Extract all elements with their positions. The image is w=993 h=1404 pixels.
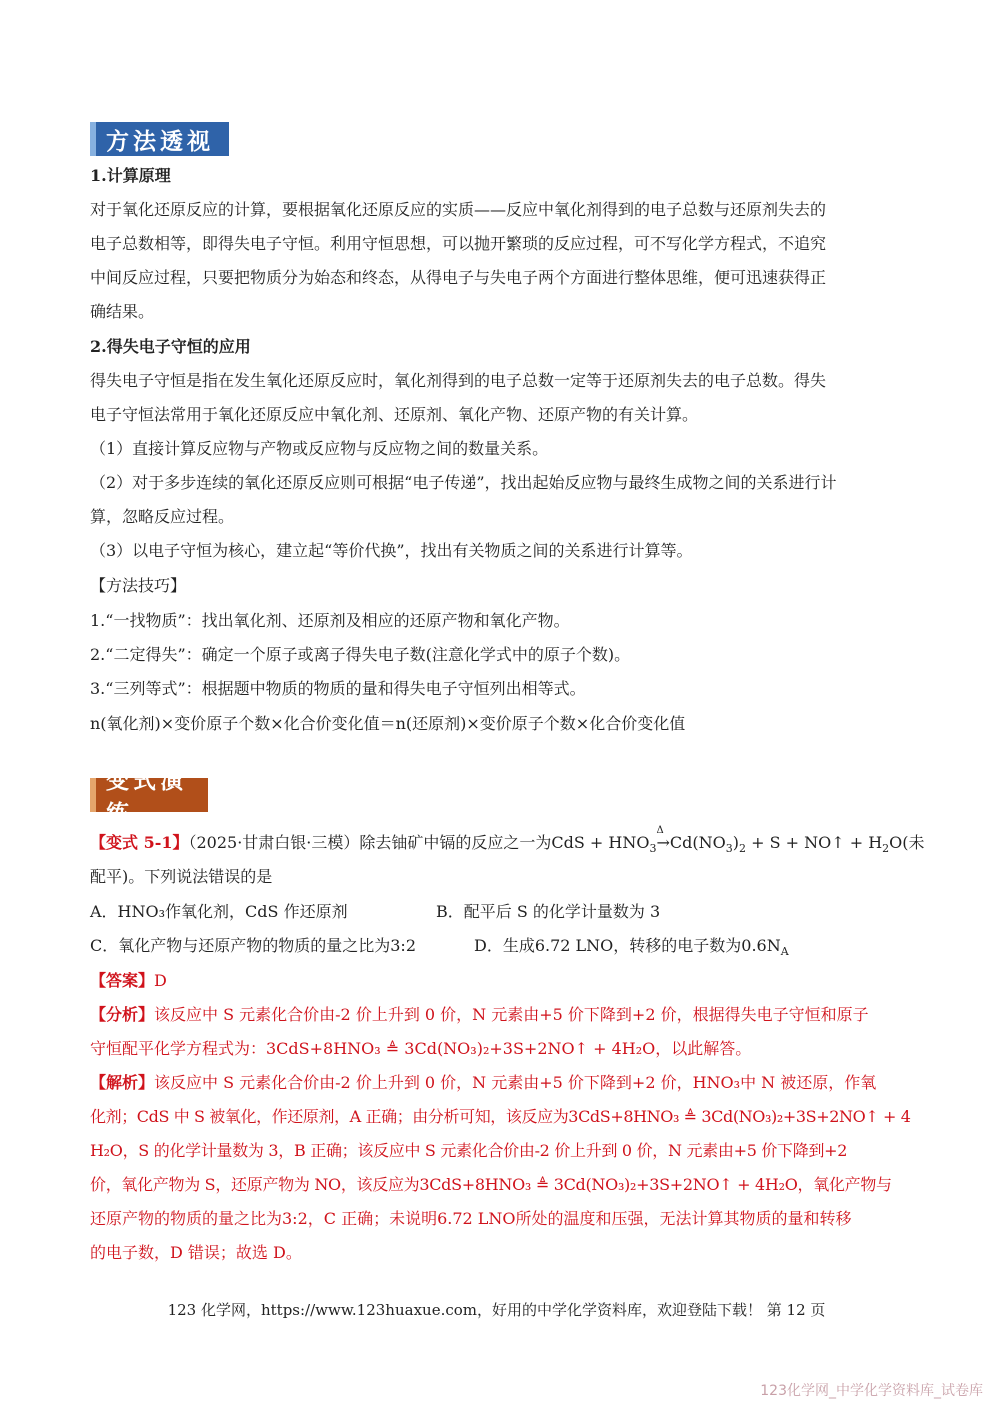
tip-item: 3.“三列等式”：根据题中物质的物质的量和得失电子守恒列出相等式。 <box>90 679 586 698</box>
delta-symbol: Δ <box>656 825 664 836</box>
explain-tag: 【解析】 <box>90 1073 155 1092</box>
subscript: 2 <box>882 842 890 856</box>
explain-text: 该反应中 S 元素化合价由-2 价上升到 0 价，N 元素由+5 价下降到+2 价，HNO₃中 N 被还原，作氧 <box>154 1073 877 1092</box>
answer-line <box>90 971 910 991</box>
section2-heading: 2.得失电子守恒的应用 <box>90 337 251 356</box>
explain-line: 还原产物的物质的量之比为3:2，C 正确；未说明6.72 LNO所处的温度和压强，无法计算其物质的量和转移 <box>90 1209 852 1228</box>
option-a: A．HNO₃作氧化剂，CdS 作还原剂 <box>90 902 348 921</box>
tip-item: 1.“一找物质”：找出氧化剂、还原剂及相应的还原产物和氧化产物。 <box>90 611 570 630</box>
list-item: （1）直接计算反应物与产物或反应物与反应物之间的数量关系。 <box>90 439 549 458</box>
subscript: 3 <box>649 842 657 856</box>
heat-arrow <box>656 825 726 853</box>
subscript: A <box>780 945 789 959</box>
formula-line: n(氧化剂)×变价原子个数×化合价变化值＝n(还原剂)×变价原子个数×化合价变化值 <box>90 714 686 733</box>
analysis-line <box>90 1005 910 1025</box>
tip-item: 2.“二定得失”：确定一个原子或离子得失电子数(注意化学式中的原子个数)。 <box>90 645 631 664</box>
answer-tag: 【答案】 <box>90 971 155 990</box>
explain-line <box>90 1073 910 1093</box>
option-d-text: D．生成6.72 LNO，转移的电子数为0.6N <box>474 936 781 955</box>
analysis-text: 该反应中 S 元素化合价由-2 价上升到 0 价，N 元素由+5 价下降到+2 价，根据得失电子守恒和原子 <box>154 1005 869 1024</box>
explain-line: 价，氧化产物为 S，还原产物为 NO，该反应为3CdS+8HNO₃ ≜ 3Cd(NO₃)₂+3S+2NO↑ + 4H₂O，氧化产物与 <box>90 1175 892 1194</box>
analysis-tag: 【分析】 <box>90 1005 155 1024</box>
paragraph-line: 确结果。 <box>90 302 155 321</box>
question-line <box>90 825 925 856</box>
question-text: ) <box>732 833 739 852</box>
paragraph-line: 得失电子守恒是指在发生氧化还原反应时，氧化剂得到的电子总数一定等于还原剂失去的电子总数。得失 <box>90 371 827 390</box>
paragraph-line: 电子守恒法常用于氧化还原反应中氧化剂、还原剂、氧化产物、还原产物的有关计算。 <box>90 405 699 424</box>
question-text: + S + NO↑ + H <box>745 833 883 852</box>
tips-title: 【方法技巧】 <box>90 576 187 595</box>
subscript: 2 <box>738 842 746 856</box>
question-text: →Cd(NO <box>656 833 726 852</box>
question-line: 配平)。下列说法错误的是 <box>90 867 273 886</box>
explain-line: 的电子数，D 错误；故选 D。 <box>90 1243 302 1262</box>
list-item: （3）以电子守恒为核心，建立起“等价代换”，找出有关物质之间的关系进行计算等。 <box>90 541 693 560</box>
practice-banner: 变式演练 <box>90 778 208 812</box>
list-item: 算，忽略反应过程。 <box>90 507 235 526</box>
paragraph-line: 电子总数相等，即得失电子守恒。利用守恒思想，可以抛开繁琐的反应过程，可不写化学方程式，不追究 <box>90 234 827 253</box>
option-d <box>474 936 789 959</box>
section1-heading: 1.计算原理 <box>90 166 171 185</box>
answer-value: D <box>154 971 167 990</box>
method-banner: 方法透视 <box>90 122 229 156</box>
option-b: B．配平后 S 的化学计量数为 3 <box>436 902 661 921</box>
paragraph-line: 对于氧化还原反应的计算，要根据氧化还原反应的实质——反应中氧化剂得到的电子总数与还原剂失去的 <box>90 200 827 219</box>
analysis-line: 守恒配平化学方程式为：3CdS+8HNO₃ ≜ 3Cd(NO₃)₂+3S+2NO↑ + 4H₂O，以此解答。 <box>90 1039 752 1058</box>
watermark: 123化学网_中学化学资料库_试卷库 <box>760 1383 983 1399</box>
subscript: 3 <box>725 842 733 856</box>
explain-line: 化剂；CdS 中 S 被氧化，作还原剂，A 正确；由分析可知，该反应为3CdS+8HNO₃ ≜ 3Cd(NO₃)₂+3S+2NO↑ + 4 <box>90 1107 911 1126</box>
list-item: （2）对于多步连续的氧化还原反应则可根据“电子传递”，找出起始反应物与最终生成物之间的关系进行计 <box>90 473 837 492</box>
paragraph-line: 中间反应过程，只要把物质分为始态和终态，从得电子与失电子两个方面进行整体思维，便可迅速获得正 <box>90 268 827 287</box>
question-tag: 【变式 5-1】 <box>90 833 189 852</box>
explain-line: H₂O，S 的化学计量数为 3，B 正确；该反应中 S 元素化合价由-2 价上升到 0 价，N 元素由+5 价下降到+2 <box>90 1141 848 1160</box>
page-footer: 123 化学网，https://www.123huaxue.com，好用的中学化学资料库，欢迎登陆下载！ 第 12 页 <box>167 1301 826 1319</box>
option-c: C．氧化产物与还原产物的物质的量之比为3:2 <box>90 936 416 955</box>
question-text: （2025·甘肃白银·三模）除去铀矿中镉的反应之一为CdS + HNO <box>188 833 650 852</box>
question-text: O(未 <box>889 833 925 852</box>
